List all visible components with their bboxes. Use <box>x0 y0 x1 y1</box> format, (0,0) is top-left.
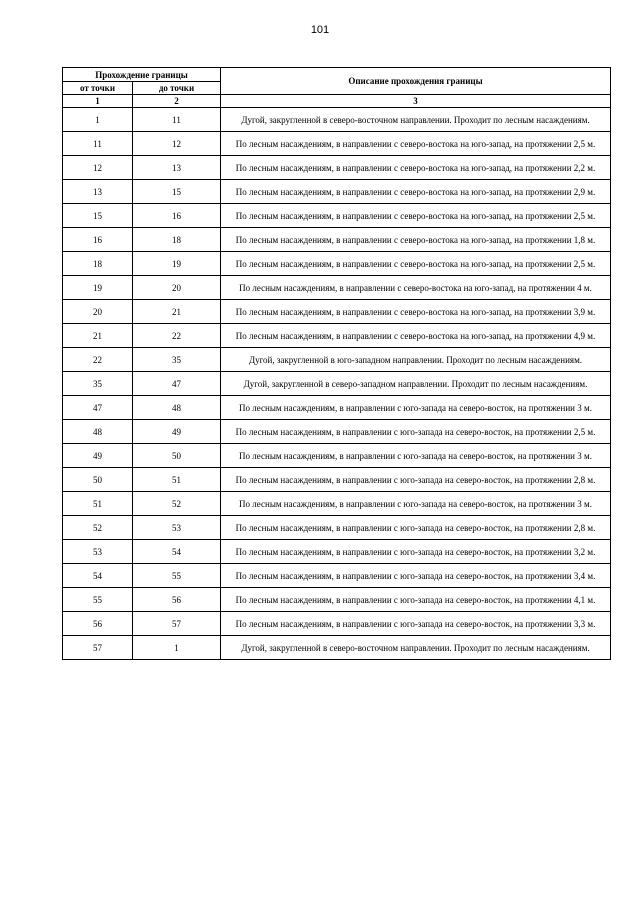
header-from-point: от точки <box>63 82 133 95</box>
row-description: По лесным насаждениям, в направлении с юго-запада на северо-восток, на протяжении 3,2 м. <box>221 540 611 564</box>
row-to-point: 21 <box>133 300 221 324</box>
row-description: По лесным насаждениям, в направлении с северо-востока на юго-запад, на протяжении 2,5 м. <box>221 132 611 156</box>
row-description: Дугой, закругленной в северо-западном направлении. Проходит по лесным насаждениям. <box>221 372 611 396</box>
row-to-point: 22 <box>133 324 221 348</box>
row-to-point: 52 <box>133 492 221 516</box>
row-description: Дугой, закругленной в северо-восточном направлении. Проходит по лесным насаждениям. <box>221 636 611 660</box>
row-from-point: 22 <box>63 348 133 372</box>
page-number: 101 <box>310 24 330 36</box>
row-to-point: 50 <box>133 444 221 468</box>
row-description: По лесным насаждениям, в направлении с северо-востока на юго-запад, на протяжении 2,9 м. <box>221 180 611 204</box>
row-to-point: 13 <box>133 156 221 180</box>
table-row <box>63 516 611 540</box>
row-description: По лесным насаждениям, в направлении с юго-запада на северо-восток, на протяжении 2,8 м. <box>221 468 611 492</box>
row-to-point: 57 <box>133 612 221 636</box>
row-from-point: 47 <box>63 396 133 420</box>
row-to-point: 16 <box>133 204 221 228</box>
row-from-point: 1 <box>63 108 133 132</box>
header-col-number-2: 2 <box>133 95 221 108</box>
row-description: По лесным насаждениям, в направлении с северо-востока на юго-запад, на протяжении 2,5 м. <box>221 204 611 228</box>
table-row <box>63 468 611 492</box>
row-to-point: 1 <box>133 636 221 660</box>
row-from-point: 11 <box>63 132 133 156</box>
row-to-point: 19 <box>133 252 221 276</box>
row-from-point: 48 <box>63 420 133 444</box>
row-from-point: 12 <box>63 156 133 180</box>
table-row <box>63 372 611 396</box>
row-to-point: 54 <box>133 540 221 564</box>
header-description: Описание прохождения границы <box>221 68 611 95</box>
table-row <box>63 228 611 252</box>
table-row <box>63 588 611 612</box>
row-description: По лесным насаждениям, в направлении с юго-запада на северо-восток, на протяжении 4,1 м. <box>221 588 611 612</box>
row-description: Дугой, закругленной в юго-западном направлении. Проходит по лесным насаждениям. <box>221 348 611 372</box>
row-description: По лесным насаждениям, в направлении с северо-востока на юго-запад, на протяжении 2,2 м. <box>221 156 611 180</box>
row-description: По лесным насаждениям, в направлении с юго-запада на северо-восток, на протяжении 3 м. <box>221 492 611 516</box>
boundary-table <box>62 67 611 660</box>
table-row <box>63 420 611 444</box>
row-from-point: 13 <box>63 180 133 204</box>
row-from-point: 19 <box>63 276 133 300</box>
table-row <box>63 180 611 204</box>
header-col-number-3: 3 <box>221 95 611 108</box>
row-description: Дугой, закругленной в северо-восточном направлении. Проходит по лесным насаждениям. <box>221 108 611 132</box>
header-to-point: до точки <box>133 82 221 95</box>
table-row <box>63 444 611 468</box>
row-to-point: 47 <box>133 372 221 396</box>
row-to-point: 55 <box>133 564 221 588</box>
row-from-point: 20 <box>63 300 133 324</box>
row-to-point: 51 <box>133 468 221 492</box>
row-to-point: 20 <box>133 276 221 300</box>
row-from-point: 54 <box>63 564 133 588</box>
row-description: По лесным насаждениям, в направлении с юго-запада на северо-восток, на протяжении 3,3 м. <box>221 612 611 636</box>
row-description: По лесным насаждениям, в направлении с юго-запада на северо-восток, на протяжении 3 м. <box>221 396 611 420</box>
row-from-point: 50 <box>63 468 133 492</box>
row-to-point: 11 <box>133 108 221 132</box>
table-row <box>63 492 611 516</box>
row-from-point: 55 <box>63 588 133 612</box>
row-from-point: 18 <box>63 252 133 276</box>
row-description: По лесным насаждениям, в направлении с юго-запада на северо-восток, на протяжении 2,5 м. <box>221 420 611 444</box>
row-description: По лесным насаждениям, в направлении с северо-востока на юго-запад, на протяжении 2,5 м. <box>221 252 611 276</box>
row-description: По лесным насаждениям, в направлении с северо-востока на юго-запад, на протяжении 4,9 м. <box>221 324 611 348</box>
row-description: По лесным насаждениям, в направлении с северо-востока на юго-запад, на протяжении 4 м. <box>221 276 611 300</box>
row-from-point: 57 <box>63 636 133 660</box>
row-from-point: 52 <box>63 516 133 540</box>
row-to-point: 53 <box>133 516 221 540</box>
table-row <box>63 132 611 156</box>
row-description: По лесным насаждениям, в направлении с северо-востока на юго-запад, на протяжении 3,9 м. <box>221 300 611 324</box>
row-from-point: 35 <box>63 372 133 396</box>
row-from-point: 21 <box>63 324 133 348</box>
table-row <box>63 564 611 588</box>
row-to-point: 35 <box>133 348 221 372</box>
header-boundary-group: Прохождение границы <box>63 68 221 82</box>
row-to-point: 18 <box>133 228 221 252</box>
table-row <box>63 396 611 420</box>
row-from-point: 51 <box>63 492 133 516</box>
row-from-point: 15 <box>63 204 133 228</box>
table-row <box>63 156 611 180</box>
table-row <box>63 252 611 276</box>
row-to-point: 49 <box>133 420 221 444</box>
row-to-point: 56 <box>133 588 221 612</box>
table-row <box>63 204 611 228</box>
row-from-point: 56 <box>63 612 133 636</box>
table-row <box>63 612 611 636</box>
row-to-point: 15 <box>133 180 221 204</box>
row-from-point: 49 <box>63 444 133 468</box>
row-from-point: 16 <box>63 228 133 252</box>
row-to-point: 48 <box>133 396 221 420</box>
table-row <box>63 300 611 324</box>
row-description: По лесным насаждениям, в направлении с юго-запада на северо-восток, на протяжении 3,4 м. <box>221 564 611 588</box>
row-to-point: 12 <box>133 132 221 156</box>
table-row <box>63 324 611 348</box>
table-body <box>63 108 611 660</box>
table-row <box>63 276 611 300</box>
row-description: По лесным насаждениям, в направлении с юго-запада на северо-восток, на протяжении 3 м. <box>221 444 611 468</box>
row-description: По лесным насаждениям, в направлении с юго-запада на северо-восток, на протяжении 2,8 м. <box>221 516 611 540</box>
table-row <box>63 540 611 564</box>
header-col-number-1: 1 <box>63 95 133 108</box>
table-row <box>63 348 611 372</box>
table-header <box>63 68 611 108</box>
row-from-point: 53 <box>63 540 133 564</box>
row-description: По лесным насаждениям, в направлении с северо-востока на юго-запад, на протяжении 1,8 м. <box>221 228 611 252</box>
table-row <box>63 636 611 660</box>
table-row <box>63 108 611 132</box>
